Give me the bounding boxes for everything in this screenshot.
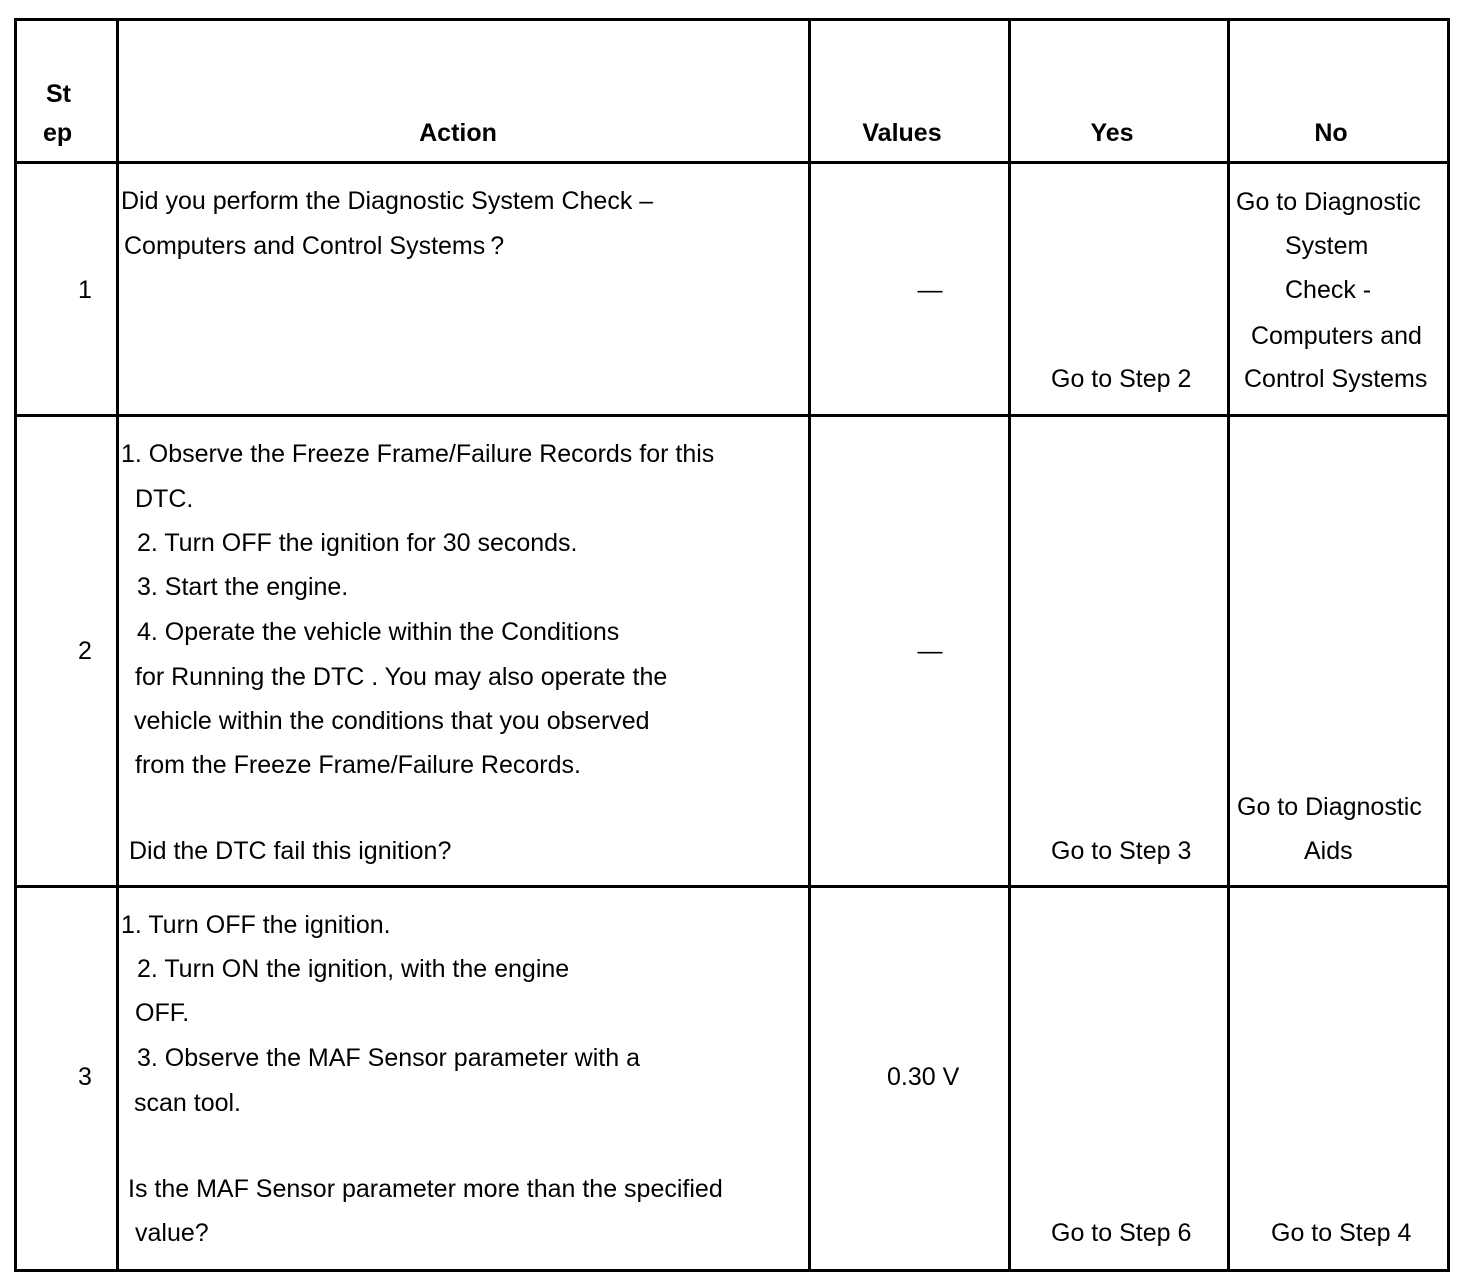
no-cell-line: Go to Diagnostic	[1236, 188, 1421, 216]
table-border-top	[14, 18, 1450, 21]
table-border-bottom	[14, 1269, 1450, 1272]
row-divider	[14, 885, 1450, 888]
no-cell-line: System	[1285, 232, 1369, 260]
step-number: 1	[78, 276, 92, 304]
column-divider	[1227, 18, 1230, 1272]
yes-cell: Go to Step 6	[1051, 1219, 1192, 1247]
no-cell-line: Computers and	[1251, 322, 1422, 350]
action-question: Did the DTC fail this ignition?	[129, 837, 452, 865]
action-line: Did you perform the Diagnostic System Check –	[121, 187, 654, 215]
no-cell-line: Aids	[1304, 837, 1353, 865]
no-cell-line: Control Systems	[1244, 365, 1428, 393]
action-line: Computers and Control Systems ?	[124, 232, 505, 260]
action-line: from the Freeze Frame/Failure Records.	[135, 751, 581, 779]
column-divider	[808, 18, 811, 1272]
yes-cell: Go to Step 2	[1051, 365, 1192, 393]
yes-cell: Go to Step 3	[1051, 837, 1192, 865]
action-line: OFF.	[135, 999, 190, 1027]
column-divider	[116, 18, 119, 1272]
action-line: 4. Operate the vehicle within the Conditions	[137, 618, 620, 646]
header-action: Action	[419, 119, 497, 147]
action-line: scan tool.	[134, 1089, 242, 1117]
header-step-line1: St	[46, 80, 71, 108]
action-line: 3. Start the engine.	[137, 573, 349, 601]
no-cell: Go to Step 4	[1271, 1219, 1412, 1247]
action-line: for Running the DTC . You may also operate the	[135, 663, 668, 691]
action-question: value?	[135, 1219, 209, 1247]
value-cell: —	[917, 276, 943, 304]
action-line: vehicle within the conditions that you observed	[134, 707, 650, 735]
action-line: 1. Turn OFF the ignition.	[121, 911, 391, 939]
action-line: DTC.	[135, 485, 194, 513]
header-yes: Yes	[1090, 119, 1134, 147]
step-number: 2	[78, 637, 92, 665]
action-line: 1. Observe the Freeze Frame/Failure Records for this	[121, 440, 715, 468]
table-border-right	[1447, 18, 1450, 1272]
header-step-line2: ep	[43, 119, 73, 147]
column-divider	[1008, 18, 1011, 1272]
step-number: 3	[78, 1063, 92, 1091]
row-divider	[14, 414, 1450, 417]
header-values: Values	[862, 119, 942, 147]
table-border-left	[14, 18, 17, 1272]
no-cell-line: Go to Diagnostic	[1237, 793, 1422, 821]
value-cell: 0.30 V	[887, 1063, 960, 1091]
value-cell: —	[917, 637, 943, 665]
header-divider	[14, 161, 1450, 164]
action-line: 2. Turn ON the ignition, with the engine	[137, 955, 570, 983]
action-line: 2. Turn OFF the ignition for 30 seconds.	[137, 529, 578, 557]
no-cell-line: Check -	[1285, 276, 1372, 304]
action-line: 3. Observe the MAF Sensor parameter with a	[137, 1044, 640, 1072]
header-no: No	[1314, 119, 1348, 147]
action-question: Is the MAF Sensor parameter more than the specified	[128, 1175, 723, 1203]
